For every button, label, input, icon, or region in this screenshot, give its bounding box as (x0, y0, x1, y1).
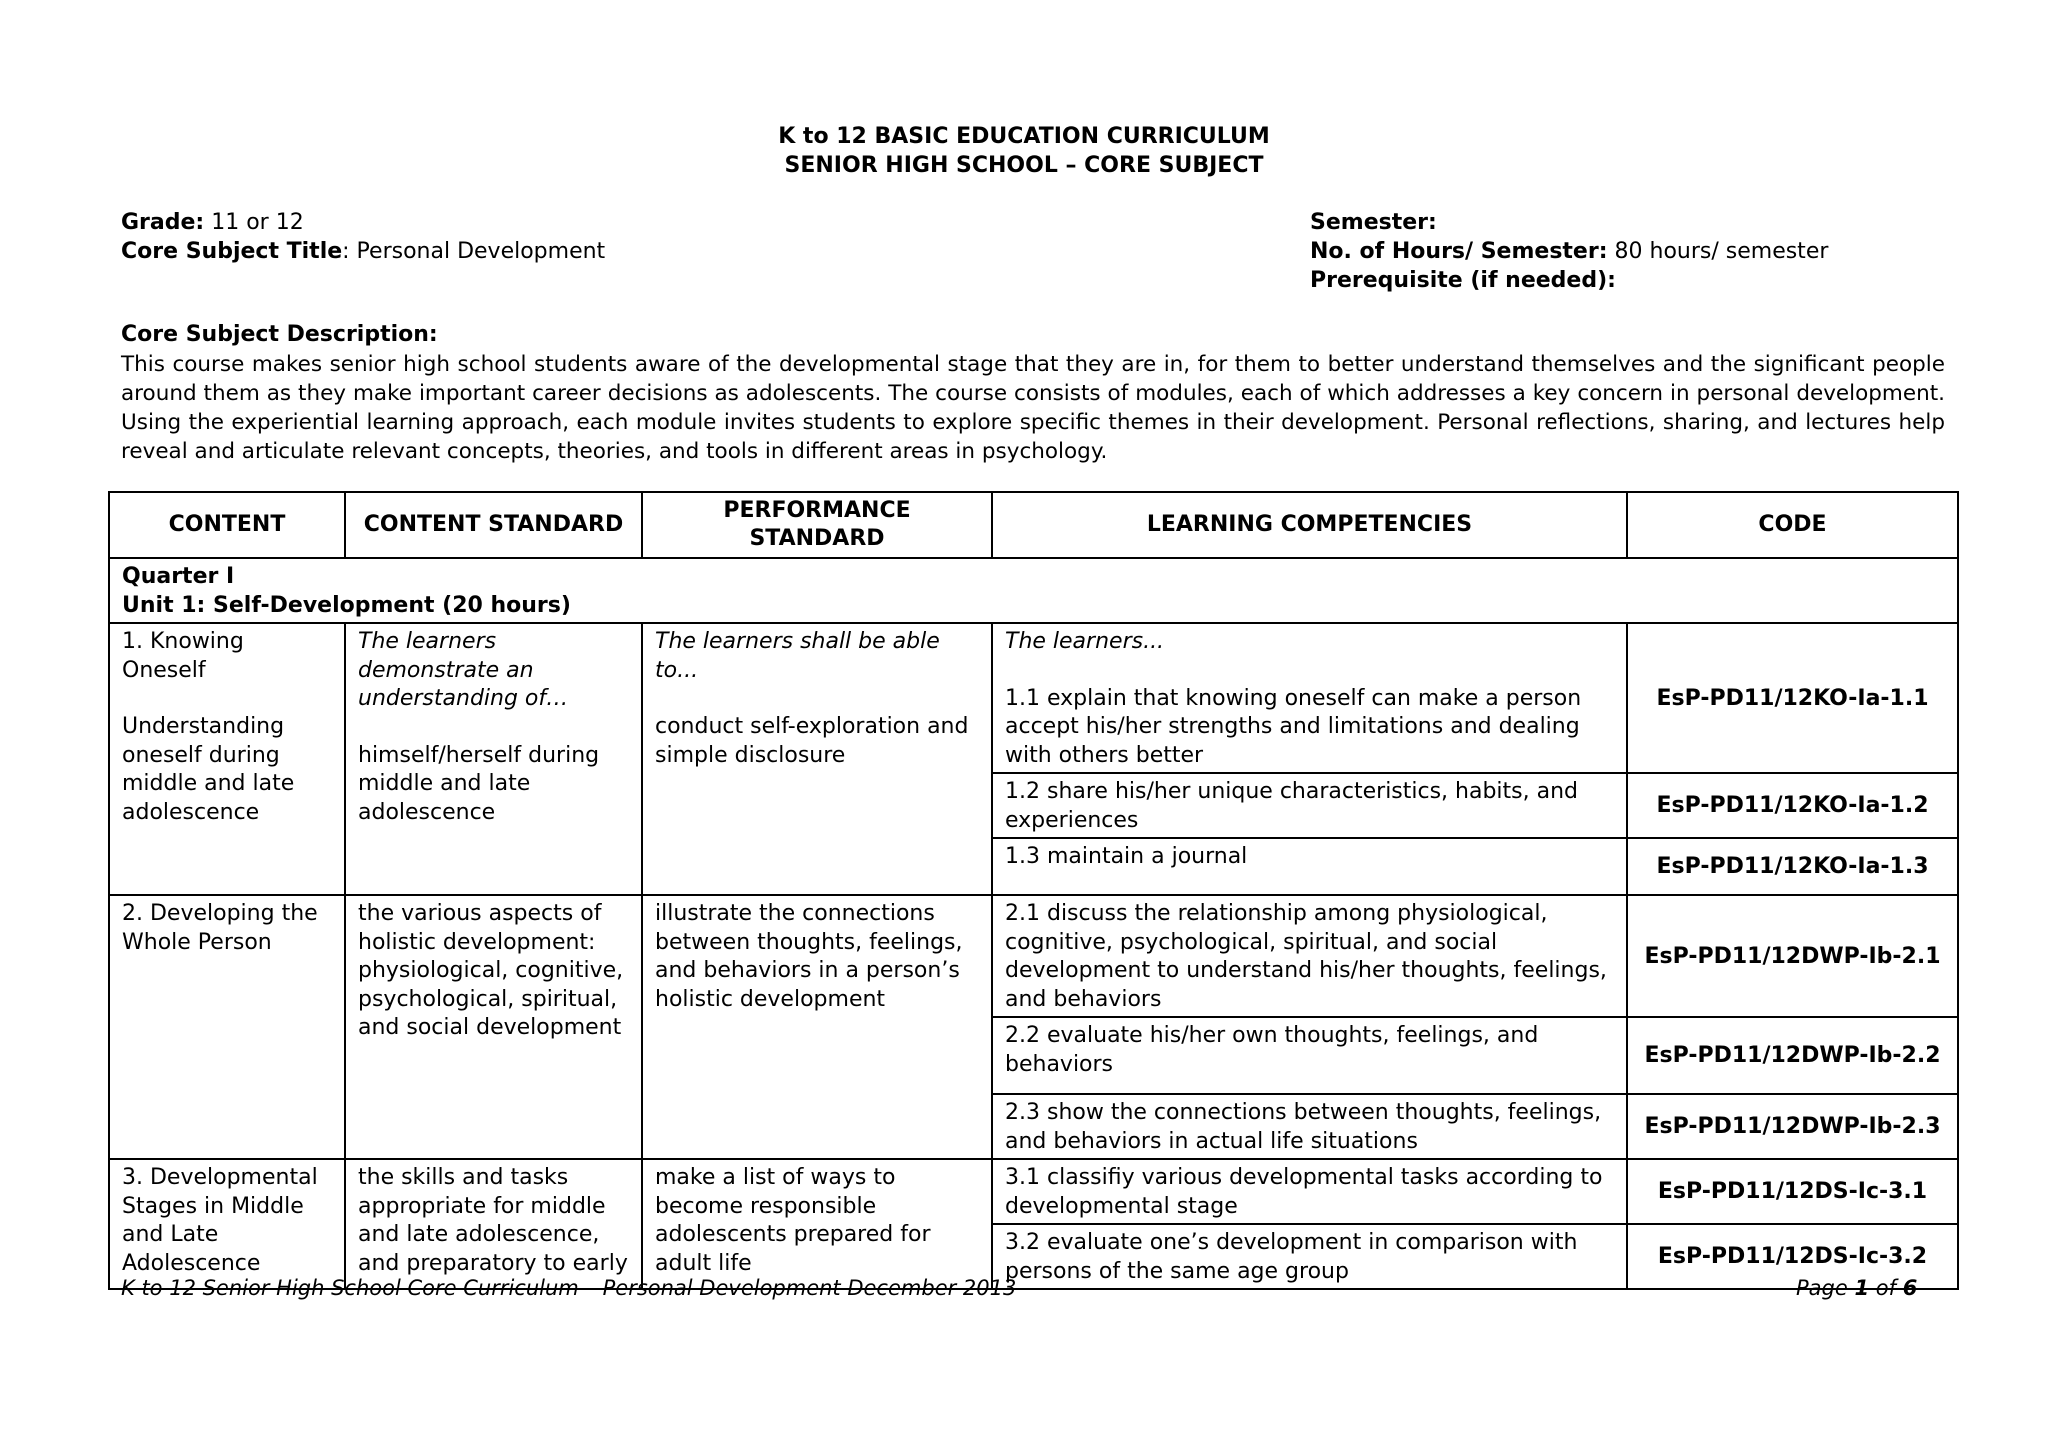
of-word: of (1875, 1276, 1897, 1300)
code-cell: EsP-PD11/12DWP-Ib-2.3 (1627, 1094, 1958, 1159)
page-number: 1 (1854, 1276, 1870, 1300)
content-cell: 2. Developing the Whole Person (109, 895, 345, 1159)
prerequisite-label: Prerequisite (if needed): (1310, 268, 1616, 293)
description-text: This course makes senior high school students aware of the developmental stage that they are in, for them to better understand themselves and the significant people around them as they make important career decisions as adolescents. The course consists of modules, each of which addresses a key concern in personal development. Using the experiential learning approach, each module invites students to explore specific themes in their development. Personal reflections, sharing, and lectures help reveal and articulate relevant concepts, theories, and tools in different areas in psychology. (121, 352, 1945, 464)
code-cell: EsP-PD11/12DWP-Ib-2.2 (1627, 1017, 1958, 1094)
hours-line (1310, 237, 1828, 266)
code-cell: EsP-PD11/12KO-Ia-1.3 (1627, 838, 1958, 895)
quarter-row (109, 558, 1958, 623)
page-word: Page (1796, 1276, 1848, 1300)
competency-cell: 2.2 evaluate his/her own thoughts, feelings, and behaviors (992, 1017, 1627, 1094)
page-indicator (1796, 1276, 1917, 1300)
content-standard-cell (345, 623, 642, 895)
performance-standard-cell: make a list of ways to become responsible adolescents prepared for adult life (642, 1159, 992, 1289)
hours-value: 80 hours/ semester (1614, 239, 1829, 264)
content-standard-cell: the various aspects of holistic development: physiological, cognitive, psychological, spiritual, and social development (345, 895, 642, 1159)
prerequisite-line (1310, 266, 1616, 295)
subject-title-value: : Personal Development (342, 239, 606, 264)
semester-line (1310, 208, 1437, 237)
code-cell: EsP-PD11/12DWP-Ib-2.1 (1627, 895, 1958, 1017)
code-cell: EsP-PD11/12DS-Ic-3.2 (1627, 1224, 1958, 1289)
subject-title-line (121, 237, 605, 266)
competency-text: 1.1 explain that knowing oneself can make a person accept his/her strengths and limitations and dealing with others better (1005, 685, 1582, 768)
competency-intro: The learners... (1005, 629, 1165, 654)
doc-title: K to 12 BASIC EDUCATION CURRICULUM (778, 124, 1270, 149)
content-standard-intro: The learners demonstrate an understanding of… (358, 629, 569, 711)
curriculum-table (108, 491, 1959, 1290)
code-cell: EsP-PD11/12KO-Ia-1.2 (1627, 773, 1958, 838)
competency-cell: 1.3 maintain a journal (992, 838, 1627, 895)
topic-title: 1. Knowing Oneself (122, 629, 244, 683)
performance-standard-cell (642, 623, 992, 895)
hours-label: No. of Hours/ Semester: (1310, 239, 1608, 264)
col-content: CONTENT (109, 492, 345, 558)
col-code: CODE (1627, 492, 1958, 558)
table-row (109, 623, 1958, 773)
semester-label: Semester: (1310, 210, 1437, 235)
code-cell: EsP-PD11/12DS-Ic-3.1 (1627, 1159, 1958, 1224)
page-total: 6 (1902, 1276, 1918, 1300)
performance-standard-cell: illustrate the connections between thoughts, feelings, and behaviors in a person’s holistic development (642, 895, 992, 1159)
content-standard-cell: the skills and tasks appropriate for middle and late adolescence, and preparatory to early (345, 1159, 642, 1289)
content-cell (109, 623, 345, 895)
competency-cell: 1.2 share his/her unique characteristics, habits, and experiences (992, 773, 1627, 838)
col-performance-standard: PERFORMANCE STANDARD (642, 492, 992, 558)
table-row (109, 1159, 1958, 1224)
competency-cell (992, 623, 1627, 773)
table-header-row (109, 492, 1958, 558)
subject-title-label: Core Subject Title (121, 239, 343, 264)
col-content-standard: CONTENT STANDARD (345, 492, 642, 558)
doc-subtitle: SENIOR HIGH SCHOOL – CORE SUBJECT (784, 153, 1264, 178)
grade-line (121, 208, 304, 237)
quarter-cell (109, 558, 1958, 623)
grade-value: 11 or 12 (211, 210, 304, 235)
competency-cell: 3.2 evaluate one’s development in comparison with persons of the same age group (992, 1224, 1627, 1289)
col-learning-competencies: LEARNING COMPETENCIES (992, 492, 1627, 558)
description-label: Core Subject Description: (121, 322, 438, 347)
table-row (109, 895, 1958, 1017)
content-standard-text: himself/herself during middle and late adolescence (358, 742, 600, 825)
competency-cell: 2.3 show the connections between thoughts, feelings, and behaviors in actual life situations (992, 1094, 1627, 1159)
unit-label: Unit 1: Self-Development (20 hours) (122, 592, 571, 618)
grade-label: Grade: (121, 210, 205, 235)
topic-subtitle: Understanding oneself during middle and late adolescence (122, 714, 295, 825)
footer-note: K to 12 Senior High School Core Curriculum – Personal Development December 2013 (121, 1276, 1017, 1300)
competency-cell: 2.1 discuss the relationship among physiological, cognitive, psychological, spiritual, and social development to understand his/her thoughts, feelings, and behaviors (992, 895, 1627, 1017)
competency-cell: 3.1 classifiy various developmental tasks according to developmental stage (992, 1159, 1627, 1224)
code-cell: EsP-PD11/12KO-Ia-1.1 (1627, 623, 1958, 773)
quarter-label: Quarter I (122, 564, 235, 589)
content-cell: 3. Developmental Stages in Middle and Late Adolescence (109, 1159, 345, 1289)
performance-standard-text: conduct self-exploration and simple disclosure (655, 714, 969, 768)
performance-standard-intro: The learners shall be able to... (655, 629, 940, 683)
